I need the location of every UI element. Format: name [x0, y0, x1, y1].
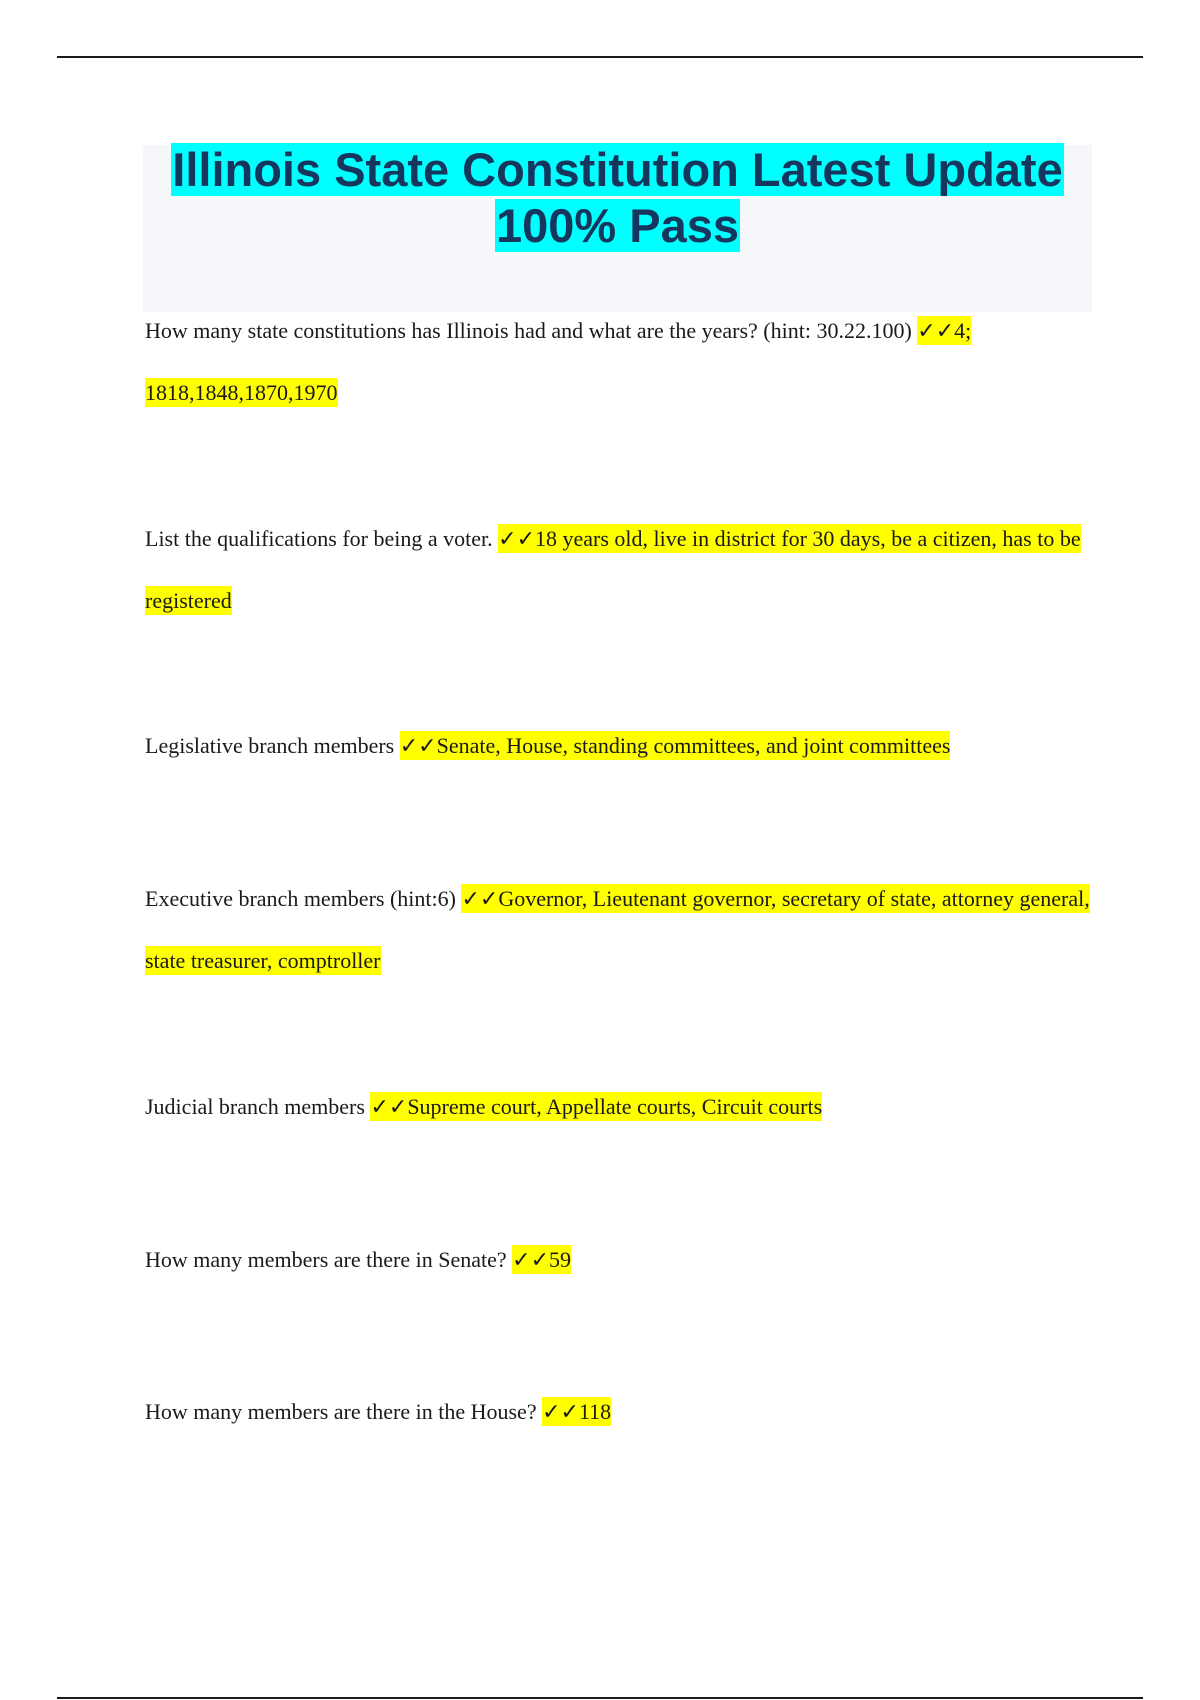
answer-highlight — [542, 1397, 611, 1426]
qa-item — [145, 868, 1090, 991]
bottom-rule — [57, 1697, 1143, 1699]
question-text: List the qualifications for being a voter. — [145, 526, 493, 551]
double-check-icon: ✓✓ — [399, 734, 437, 759]
answer-text: Governor, Lieutenant governor, secretary of state, attorney general, state treasurer, comptroller — [145, 886, 1090, 973]
answer-text: Supreme court, Appellate courts, Circuit courts — [407, 1094, 823, 1119]
top-rule — [57, 56, 1143, 58]
qa-item — [145, 1076, 1090, 1138]
answer-highlight — [370, 1092, 822, 1121]
qa-item — [145, 300, 1090, 423]
qa-item — [145, 508, 1090, 631]
double-check-icon: ✓✓ — [370, 1095, 408, 1120]
qa-item — [145, 1381, 1090, 1443]
double-check-icon: ✓✓ — [917, 319, 955, 344]
question-text: How many members are there in Senate? — [145, 1247, 507, 1272]
double-check-icon: ✓✓ — [498, 527, 536, 552]
question-text: Judicial branch members — [145, 1094, 365, 1119]
answer-text: 18 years old, live in district for 30 days, be a citizen, has to be registered — [145, 526, 1081, 613]
answer-highlight — [512, 1245, 571, 1274]
answer-text: 118 — [578, 1399, 612, 1424]
double-check-icon: ✓✓ — [542, 1400, 579, 1425]
question-text: Executive branch members (hint:6) — [145, 886, 456, 911]
answer-highlight — [400, 731, 951, 760]
double-check-icon: ✓✓ — [512, 1248, 550, 1273]
question-text: How many state constitutions has Illinois had and what are the years? (hint: 30.22.100) — [145, 318, 912, 343]
question-text: Legislative branch members — [145, 733, 395, 758]
qa-item — [145, 715, 1090, 777]
answer-text: 59 — [549, 1247, 572, 1272]
double-check-icon: ✓✓ — [461, 887, 499, 912]
answer-text: Senate, House, standing committees, and joint committees — [436, 733, 951, 758]
document-title-text: Illinois State Constitution Latest Update 100% Pass — [172, 143, 1063, 252]
question-text: How many members are there in the House? — [145, 1399, 537, 1424]
answer-text: 4; 1818,1848,1870,1970 — [145, 318, 972, 405]
document-title — [143, 142, 1092, 254]
qa-item — [145, 1229, 1090, 1291]
